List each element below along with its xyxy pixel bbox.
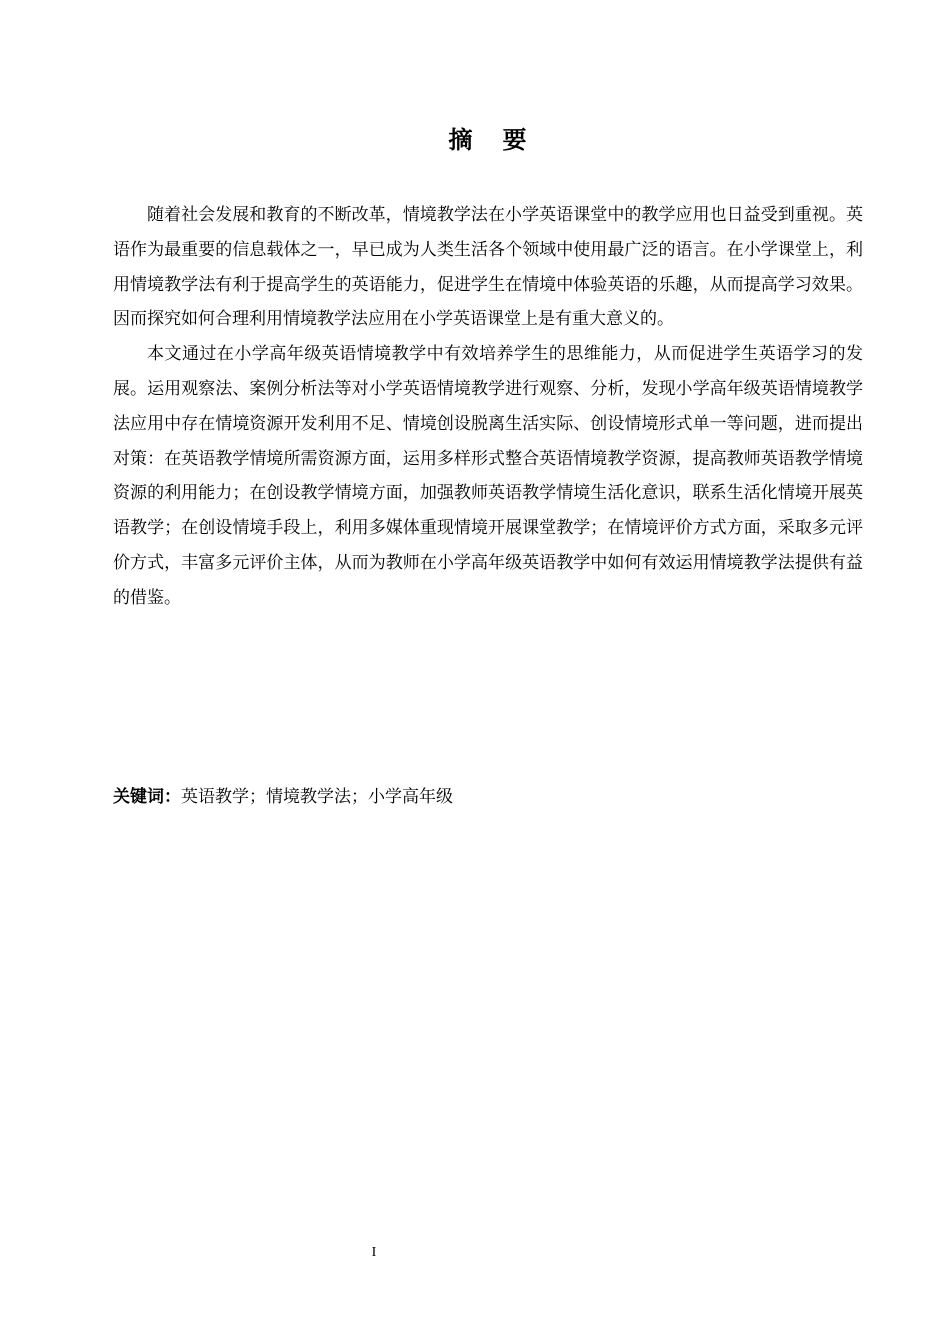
keywords-label: 关键词： [113,787,181,807]
abstract-paragraph-1: 随着社会发展和教育的不断改革，情境教学法在小学英语课堂中的教学应用也日益受到重视。英语作为最重要的信息载体之一，早已成为人类生活各个领域中使用最广泛的语言。在小学课堂上，利用情境教学法有利于提高学生的英语能力，促进学生在情境中体验英语的乐趣，从而提高学习效果。因而探究如何合理利用情境教学法应用在小学英语课堂上是有重大意义的。 [113,205,863,330]
abstract-body [113,198,863,616]
abstract-paragraph-2: 本文通过在小学高年级英语情境教学中有效培养学生的思维能力，从而促进学生英语学习的发展。运用观察法、案例分析法等对小学英语情境教学进行观察、分析，发现小学高年级英语情境教学法应用中存在情境资源开发利用不足、情境创设脱离生活实际、创设情境形式单一等问题，进而提出对策：在英语教学情境所需资源方面，运用多样形式整合英语情境教学资源，提高教师英语教学情境资源的利用能力；在创设教学情境方面，加强教师英语教学情境生活化意识，联系生活化情境开展英语教学；在创设情境手段上，利用多媒体重现情境开展课堂教学；在情境评价方式方面，采取多元评价方式，丰富多元评价主体，从而为教师在小学高年级英语教学中如何有效运用情境教学法提供有益的借鉴。 [113,344,863,608]
title-char-2: 要 [502,126,527,154]
title-char-1: 摘 [448,126,473,154]
keywords-line [113,782,863,812]
keywords-text: 英语教学；情境教学法；小学高年级 [181,787,453,807]
page-number: I [371,1245,377,1260]
abstract-title [0,122,950,158]
